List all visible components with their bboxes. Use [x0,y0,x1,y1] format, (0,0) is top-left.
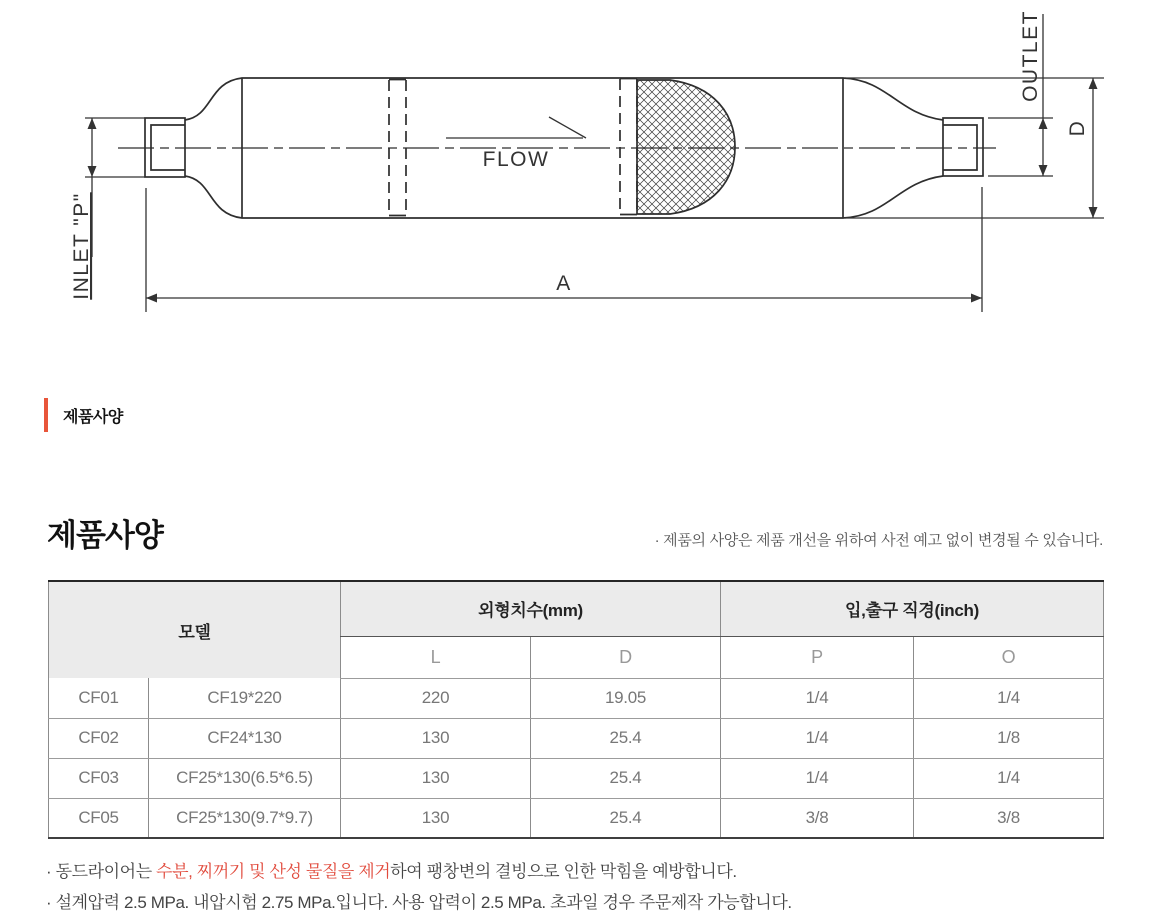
cell-l: 130 [341,758,531,798]
cell-p: 3/8 [721,798,914,838]
filter-core [637,80,735,214]
subcol-header-o: O [914,636,1104,678]
footnote-pressure: · 설계압력 2.5 MPa. 내압시험 2.75 MPa.입니다. 사용 압력이 2.5 MPa. 초과일 경우 주문제작 가능합니다. [46,893,792,912]
cell-d: 25.4 [531,718,721,758]
inlet-label: INLET "P" [70,192,93,300]
section-tab [44,398,123,432]
cell-model-code: CF01 [49,678,149,718]
section-tab-label: 제품사양 [63,408,123,426]
outlet-label: OUTLET [1019,10,1042,102]
col-header-model: 모델 [49,581,341,678]
technical-drawing [0,0,1149,330]
cell-d: 25.4 [531,758,721,798]
flow-arrow [446,117,586,138]
col-header-diameter: 입,출구 직경(inch) [721,581,1104,636]
dimension-lines [85,14,1104,312]
accent-bar [44,398,48,432]
subcol-header-p: P [721,636,914,678]
cell-model-name: CF25*130(6.5*6.5) [149,758,341,798]
cell-l: 130 [341,798,531,838]
table-row [49,758,1104,798]
cell-l: 130 [341,718,531,758]
cell-model-code: CF03 [49,758,149,798]
cell-d: 19.05 [531,678,721,718]
cell-model-name: CF25*130(9.7*9.7) [149,798,341,838]
footnotes [46,856,792,918]
spec-change-note: · 제품의 사양은 제품 개선을 위하여 사전 예고 없이 변경될 수 있습니다. [654,532,1103,549]
col-header-dimensions: 외형치수(mm) [341,581,721,636]
flow-label: FLOW [482,148,550,171]
cell-d: 25.4 [531,798,721,838]
cell-model-code: CF05 [78,807,119,827]
subcol-header-l: L [341,636,531,678]
cell-p: 1/4 [721,718,914,758]
cell-o: 1/4 [914,678,1104,718]
cell-p: 1/4 [721,678,914,718]
subcol-header-d: D [531,636,721,678]
cell-p: 1/4 [721,758,914,798]
cell-model-name: CF24*130 [149,718,341,758]
table-row [49,718,1104,758]
table-row [49,798,1104,838]
cell-o: 3/8 [914,798,1104,838]
cell-model-name: CF19*220 [149,678,341,718]
cell-l: 220 [341,678,531,718]
dim-a-label: A [556,272,572,295]
footnote-function: · 동드라이어는 수분, 찌꺼기 및 산성 물질을 제거하여 팽창변의 결빙으로 인한 막힘을 예방합니다. [46,862,737,881]
spec-table [48,580,1104,839]
cell-o: 1/8 [914,718,1104,758]
page-title: 제품사양 [47,518,163,553]
footnote-highlight: 수분, 찌꺼기 및 산성 물질을 제거 [156,862,391,881]
dimension-arrowheads [88,78,1098,303]
cell-o: 1/4 [914,758,1104,798]
dim-d-label: D [1066,119,1089,137]
table-row [49,678,1104,718]
cell-model-code: CF02 [49,718,149,758]
